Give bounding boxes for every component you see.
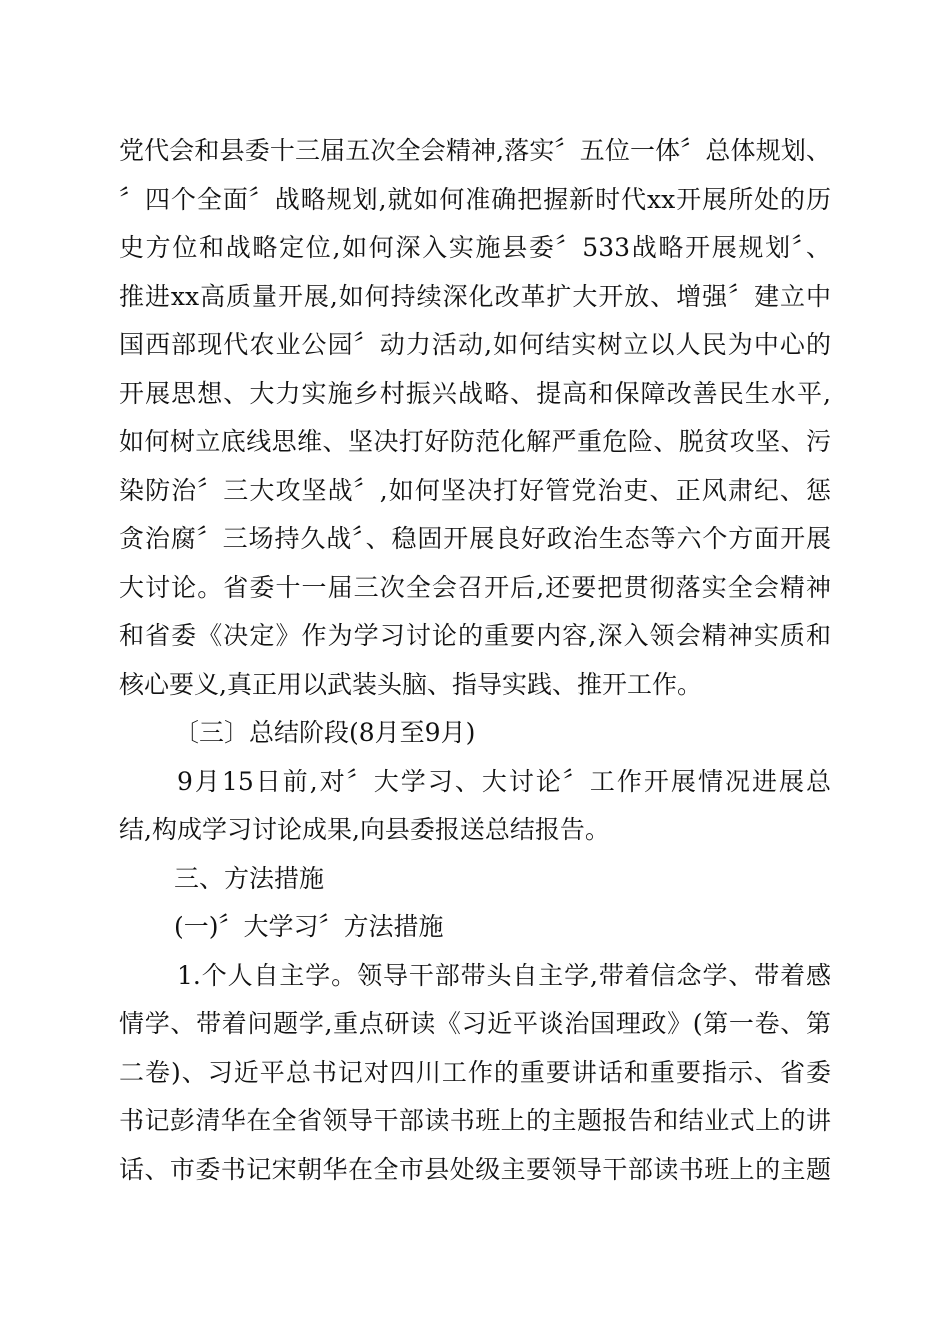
text-line: 染防治〞三大攻坚战〞,如何坚决打好管党治吏、正风肃纪、惩 (119, 475, 831, 505)
section-heading-summary (119, 709, 831, 758)
text-line: 9月15日前,对〞大学习、大讨论〞工作开展情况进展总 (177, 766, 831, 796)
text-line: 情学、带着问题学,重点研读《习近平谈治国理政》(第一卷、第 (119, 1009, 831, 1038)
text-line: 〞四个全面〞战略规划,就如何准确把握新时代xx开展所处的历 (119, 184, 831, 214)
text-line: 党代会和县委十三届五次全会精神,落实〞五位一体〞总体规划、 (119, 136, 831, 165)
text-line: 1.个人自主学。领导干部带头自主学,带着信念学、带着感 (177, 960, 831, 990)
text-line: 结,构成学习讨论成果,向县委报送总结报告。 (119, 815, 610, 844)
text-line: 大讨论。省委十一届三次全会召开后,还要把贯彻落实全会精神 (119, 572, 831, 602)
text-line: 话、市委书记宋朝华在全市县处级主要领导干部读书班上的主题 (119, 1154, 831, 1184)
text-line: 史方位和战略定位,如何深入实施县委〞533战略开展规划〞、 (119, 233, 831, 262)
section-heading-study (119, 903, 831, 952)
text-line: 〔三〕总结阶段(8月至9月) (174, 718, 476, 747)
text-line: 二卷)、习近平总书记对四川工作的重要讲话和重要指示、省委 (119, 1057, 831, 1087)
text-line: 三、方法措施 (174, 863, 325, 893)
text-line: (一)〞大学习〞方法措施 (174, 912, 444, 941)
text-line: 书记彭清华在全省领导干部读书班上的主题报告和结业式上的讲 (119, 1106, 831, 1135)
text-line: 如何树立底线思维、坚决打好防范化解严重危险、脱贫攻坚、污 (119, 427, 831, 456)
text-line: 和省委《决定》作为学习讨论的重要内容,深入领会精神实质和 (119, 621, 831, 650)
text-line: 开展思想、大力实施乡村振兴战略、提高和保障改善民生水平, (119, 378, 831, 408)
document-page (119, 127, 831, 1194)
text-line: 国西部现代农业公园〞动力活动,如何结实树立以人民为中心的 (119, 330, 831, 359)
paragraph (119, 952, 831, 1195)
section-heading-methods (119, 855, 831, 904)
text-line: 核心要义,真正用以武装头脑、指导实践、推开工作。 (119, 669, 702, 699)
paragraph (119, 127, 831, 709)
text-line: 推进xx高质量开展,如何持续深化改革扩大开放、增强〞建立中 (119, 281, 831, 311)
paragraph (119, 758, 831, 855)
text-line: 贪治腐〞三场持久战〞、稳固开展良好政治生态等六个方面开展 (119, 524, 831, 553)
